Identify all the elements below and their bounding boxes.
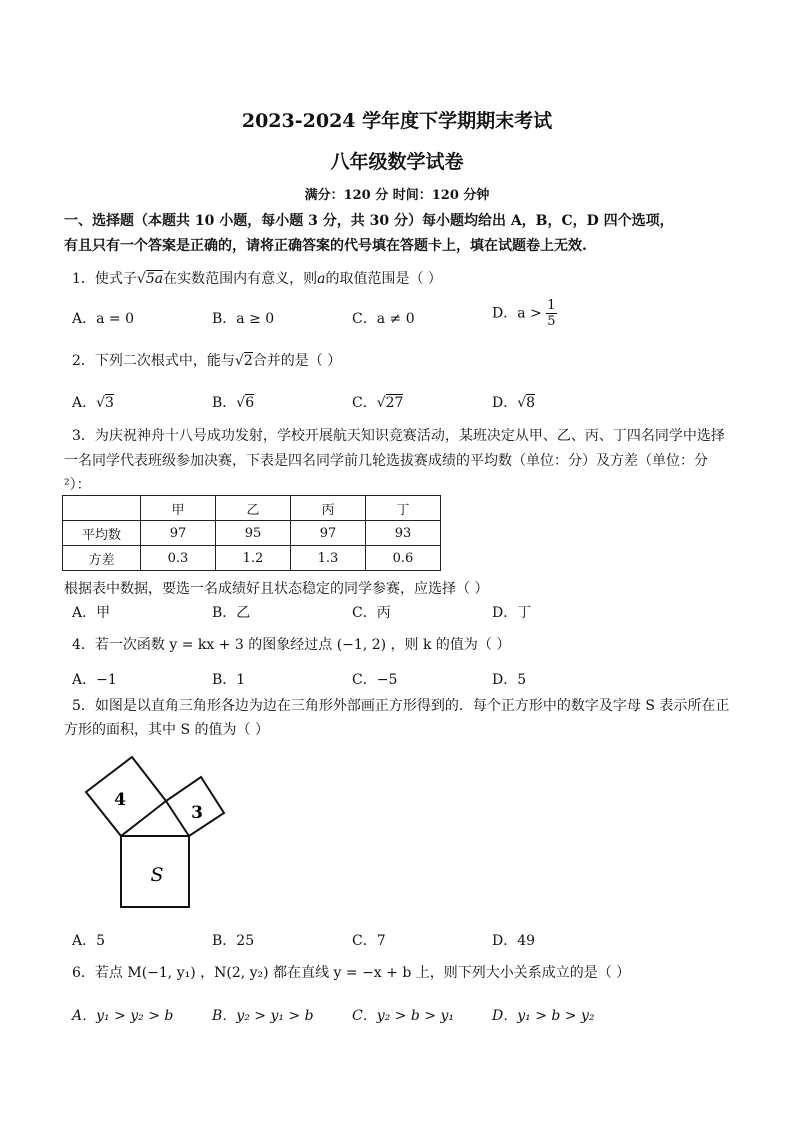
table-cell: 1.2: [216, 546, 291, 571]
section-instructions-line1: 一、选择题（本题共 10 小题，每小题 3 分，共 30 分）每小题均给出 A，B，C，D 四个选项，: [64, 213, 674, 229]
q2-b-rad: 6: [245, 395, 255, 411]
table-cell: 平均数: [63, 521, 141, 546]
q2-radicand: 2: [243, 353, 253, 369]
square-s-label: S: [150, 864, 164, 886]
q2-b-label: B．: [212, 395, 237, 411]
q1-frac-den: 5: [547, 314, 556, 329]
question-6: 6．若点 M(−1, y₁) ，N(2, y₂) 都在直线 y = −x + b 上，则下列大小关系成立的是（ ）: [72, 965, 631, 981]
q2-post: 合并的是（ ）: [252, 353, 342, 369]
q1-option-b[interactable]: B．a ≥ 0: [212, 311, 275, 327]
q2-option-b[interactable]: B．√6: [212, 395, 255, 411]
q3-after: 根据表中数据，要选一名成绩好且状态稳定的同学参赛，应选择（ ）: [64, 581, 489, 597]
q1-option-d-label: D．a >: [492, 305, 542, 322]
q1-option-c[interactable]: C．a ≠ 0: [352, 311, 415, 327]
q4-option-d[interactable]: D．5: [492, 672, 527, 688]
q2-d-label: D．: [492, 395, 518, 411]
q6-option-b[interactable]: B．y₂ > y₁ > b: [212, 1008, 314, 1024]
q5-option-d[interactable]: D．49: [492, 933, 536, 949]
table-row: [63, 546, 441, 571]
table-cell: 0.3: [141, 546, 216, 571]
table-cell: 0.6: [366, 546, 441, 571]
q2-option-d[interactable]: D．√8: [492, 395, 536, 411]
q3-option-b[interactable]: B．乙: [212, 605, 251, 621]
table-header-cell: 丁: [366, 496, 441, 521]
q1-frac-num: 1: [547, 298, 556, 313]
q1-mid: 在实数范围内有意义，则: [163, 271, 318, 287]
exam-meta: 满分：120 分 时间：120 分钟: [304, 188, 490, 203]
table-header-cell: 甲: [141, 496, 216, 521]
q4-option-b[interactable]: B．1: [212, 672, 246, 688]
q3-option-c[interactable]: C．丙: [352, 605, 391, 621]
q1-pre: 1．使式子: [72, 271, 137, 287]
q3-option-d[interactable]: D．丁: [492, 605, 532, 621]
q1-post: 的取值范围是（ ）: [325, 271, 442, 287]
table-cell: 97: [141, 521, 216, 546]
exam-subtitle: 八年级数学试卷: [330, 151, 464, 173]
table-cell: 95: [216, 521, 291, 546]
q2-a-rad: 3: [105, 395, 114, 411]
q6-option-a[interactable]: A．y₁ > y₂ > b: [72, 1008, 174, 1024]
q5-option-a[interactable]: A．5: [72, 933, 106, 949]
q5-squares-figure: [80, 755, 240, 915]
q3-line2: 一名同学代表班级参加决赛，下表是四名同学前几轮选拔赛成绩的平均数（单位：分）及方差（单位：分: [64, 453, 708, 469]
square-4-label: 4: [114, 790, 126, 810]
q1-radicand: 5a: [145, 271, 164, 287]
table-cell: 93: [366, 521, 441, 546]
q6-option-d[interactable]: D．y₁ > b > y₂: [492, 1008, 595, 1024]
table-header-cell: 乙: [216, 496, 291, 521]
q5-option-b[interactable]: B．25: [212, 933, 255, 949]
q3-line3: ²）：: [64, 477, 91, 493]
table-cell: 97: [291, 521, 366, 546]
section-instructions-line2: 有且只有一个答案是正确的，请将正确答案的代号填在答题卡上，填在试题卷上无效.: [64, 238, 587, 254]
q5-option-c[interactable]: C．7: [352, 933, 386, 949]
q3-option-a[interactable]: A．甲: [72, 605, 111, 621]
exam-title: 2023-2024 学年度下学期期末考试: [241, 110, 553, 132]
square-4: [86, 757, 166, 836]
q2-pre: 2．下列二次根式中，能与: [72, 353, 235, 369]
table-row: [63, 521, 441, 546]
q2-a-label: A．: [72, 395, 97, 411]
q4-option-c[interactable]: C．−5: [352, 672, 398, 688]
square-3-label: 3: [191, 803, 203, 823]
table-cell: 1.3: [291, 546, 366, 571]
question-4: 4．若一次函数 y = kx + 3 的图象经过点 (−1, 2) ，则 k 的值为（ ）: [72, 637, 511, 653]
q5-line2: 方形的面积，其中 S 的值为（ ）: [64, 722, 269, 738]
question-1: 1．使式子√5a在实数范围内有意义，则a的取值范围是（ ）: [72, 271, 442, 287]
q2-c-rad: 27: [385, 395, 404, 411]
q4-option-a[interactable]: A．−1: [72, 672, 117, 688]
q3-data-table: [62, 495, 441, 571]
q5-line1: 5．如图是以直角三角形各边为边在三角形外部画正方形得到的．每个正方形中的数字及字母 S 表示所在正: [72, 698, 730, 714]
q2-option-a[interactable]: A．√3: [72, 395, 114, 411]
q3-line1: 3．为庆祝神舟十八号成功发射，学校开展航天知识竞赛活动，某班决定从甲、乙、丙、丁四名同学中选择: [72, 428, 725, 444]
q2-c-label: C．: [352, 395, 377, 411]
table-header-cell: [63, 496, 141, 521]
q6-option-c[interactable]: C．y₂ > b > y₁: [352, 1008, 454, 1024]
table-header-cell: 丙: [291, 496, 366, 521]
question-2: 2．下列二次根式中，能与√2合并的是（ ）: [72, 353, 342, 369]
table-header-row: [63, 496, 441, 521]
q1-option-d-fraction: [546, 298, 556, 329]
table-cell: 方差: [63, 546, 141, 571]
q2-option-c[interactable]: C．√27: [352, 395, 404, 411]
q1-option-d[interactable]: [492, 298, 557, 329]
q1-var: a: [317, 271, 326, 287]
q1-option-a[interactable]: A．a = 0: [72, 311, 134, 327]
q2-d-rad: 8: [526, 395, 536, 411]
